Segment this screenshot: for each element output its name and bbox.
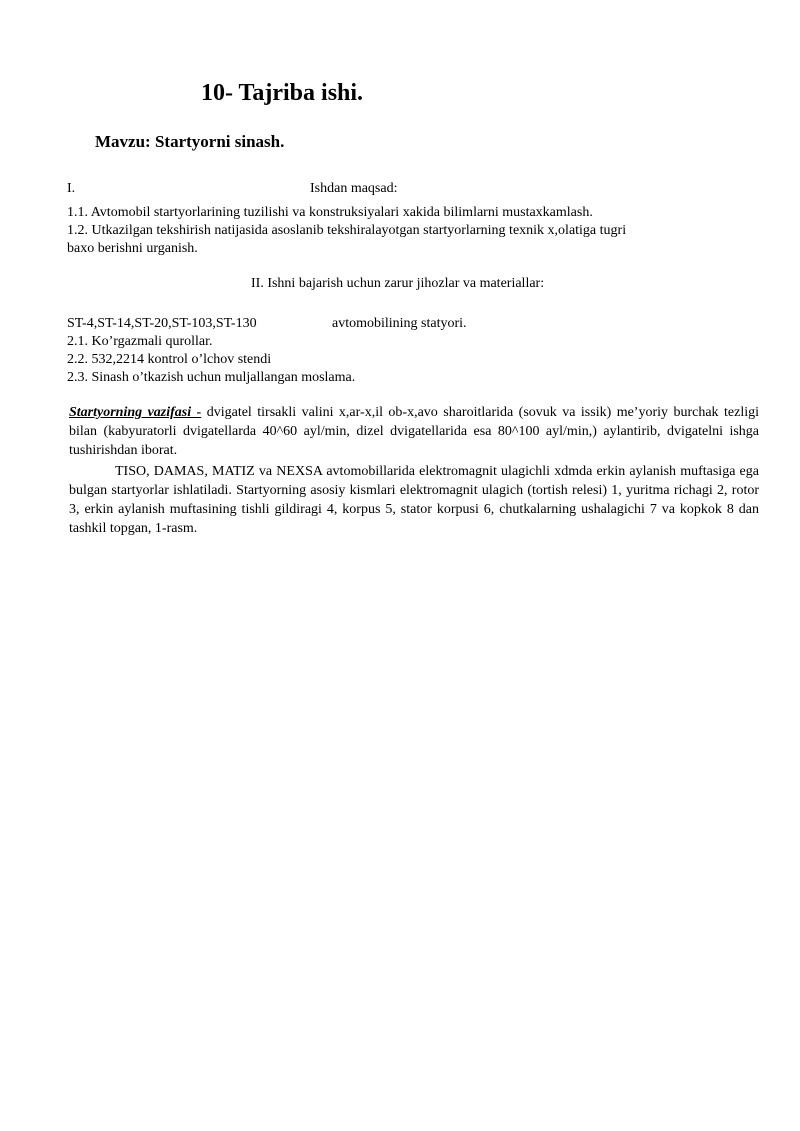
- starter-models-description: avtomobilining statyori.: [332, 316, 467, 331]
- equipment-item: 2.1. Ko’rgazmali qurollar.: [67, 334, 213, 349]
- section1-item-continued: baxo berishni urganish.: [67, 241, 198, 256]
- section1-title: Ishdan maqsad:: [310, 181, 398, 196]
- starter-purpose-paragraph: [69, 403, 759, 460]
- section1-number: I.: [67, 181, 76, 196]
- equipment-item: 2.2. 532,2214 kontrol o’lchov stendi: [67, 352, 272, 367]
- section2-title: II. Ishni bajarish uchun zarur jihozlar va materiallar:: [251, 276, 545, 291]
- section1-item: 1.2. Utkazilgan tekshirish natijasida asoslanib tekshiralayotgan startyorlarning texnik x,olatiga tugri: [67, 223, 627, 238]
- equipment-item: 2.3. Sinash o’tkazish uchun muljallangan moslama.: [67, 370, 356, 385]
- starter-models: ST-4,ST-14,ST-20,ST-103,ST-130: [67, 316, 257, 331]
- starter-purpose-lead: Startyorning vazifasi -: [69, 405, 202, 420]
- starter-description-paragraph: TISO, DAMAS, MATIZ va NEXSA avtomobillarida elektromagnit ulagichli xdmda erkin aylanish muftasiga ega bulgan startyorlar ishlatiladi. Startyorning asosiy kismlari elektromagnit ulagich (tortish relesi) 1, yuritma richagi 2, rotor 3, erkin aylanish muftasining tishli gildiragi 4, korpus 5, stator korpusi 6, chutkalarning ushalagichi 7 va kopkok 8 dan tashkil topgan, 1-rasm.: [69, 464, 759, 536]
- document-title: 10- Tajriba ishi.: [201, 80, 364, 106]
- starter-purpose-text: dvigatel tirsakli valini x,ar-x,il ob-x,avo sharoitlarida (sovuk va issik) me’yoriy burchak tezligi bilan (kabyuratorli dvigatellarda 40^60 ayl/min, dizel dvigatellarida esa 80^100 ayl/min,) aylantirib, dvigatelni ishga tushirishdan iborat.: [69, 405, 759, 458]
- section1-item: 1.1. Avtomobil startyorlarining tuzilishi va konstruksiyalari xakida bilimlarni mustaxkamlash.: [67, 205, 593, 220]
- document-subtitle: Mavzu: Startyorni sinash.: [95, 132, 285, 151]
